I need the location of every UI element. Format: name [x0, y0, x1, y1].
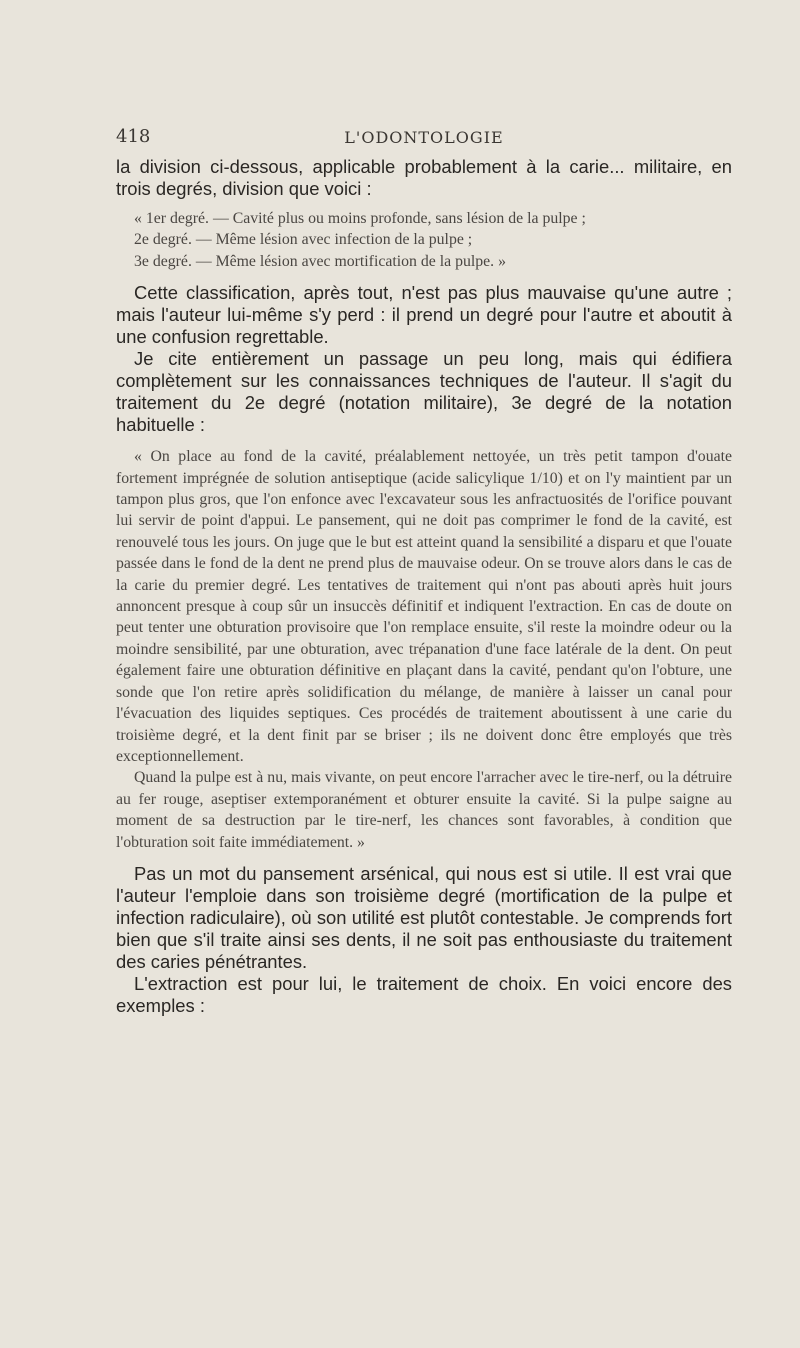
- quote-degree-1: « 1er degré. — Cavité plus ou moins profonde, sans lésion de la pulpe ;: [134, 210, 586, 227]
- paragraph-arsenical: Pas un mot du pansement arsénical, qui nous est si utile. Il est vrai que l'auteur l'emploie dans son troisième degré (mortification de la pulpe et infection radiculaire), où son utilité est plutôt contestable. Je comprends fort bien que s'il traite ainsi ses dents, il ne soit pas enthousiaste du traitement des caries pénétrantes.: [116, 862, 732, 972]
- running-head: L'ODONTOLOGIE: [344, 128, 504, 147]
- paragraph-intro: la division ci-dessous, applicable probablement à la carie... militaire, en trois degrés, division que voici :: [116, 156, 732, 199]
- quote-pulp: Quand la pulpe est à nu, mais vivante, on peut encore l'arracher avec le tire-nerf, ou la détruire au fer rouge, aseptiser extemporanément et obturer ensuite la cavité. Si la pulpe saigne au moment de sa destruction par le tire-nerf, les chances sont favorables, à condition que l'obturation soit faite immédiatement. »: [116, 769, 732, 851]
- paragraph-citation-intro: Je cite entièrement un passage un peu long, mais qui édifiera complètement sur les connaissances techniques de l'auteur. Il s'agit du traitement du 2e degré (notation militaire), 3e degré de la notation habituelle :: [116, 348, 732, 436]
- page-number: 418: [116, 126, 151, 147]
- quote-degree-2: 2e degré. — Même lésion avec infection de la pulpe ;: [134, 231, 473, 249]
- page-body: [116, 156, 732, 1017]
- paragraph-extraction: L'extraction est pour lui, le traitement de choix. En voici encore des exemples :: [116, 972, 732, 1016]
- quote-degree-3: 3e degré. — Même lésion avec mortification de la pulpe. »: [134, 252, 506, 270]
- paragraph-classification: Cette classification, après tout, n'est pas plus mauvaise qu'une autre ; mais l'auteur lui-même s'y perd : il prend un degré pour l'autre et aboutit à une confusion regrettable.: [116, 282, 732, 348]
- quote-treatment: « On place au fond de la cavité, préalablement nettoyée, un très petit tampon d'ouate fortement imprégnée de solution antiseptique (acide salicylique 1/10) et on l'y maintient par un tampon plus gros, que l'on enfonce avec l'excavateur sous les anfractuosités de l'orifice pouvant lui servir de point d'appui. Le pansement, qui ne doit pas comprimer le fond de la cavité, est renouvelé tous les jours. On juge que le but est atteint quand la sensibilité a disparu et que l'ouate passée dans le fond de la dent ne prend plus de mauvaise odeur. On se trouve alors dans le cas de la carie du premier degré. Les tentatives de traitement qui n'ont pas abouti après huit jours annoncent presque à coup sûr un insuccès définitif et indiquent l'extraction. En cas de doute on peut tenter une obturation provisoire que l'on remplace ensuite, s'il reste la moindre odeur ou la moindre sensibilité, par une obturation, avec trépanation d'une face latérale de la dent. On peut également faire une obturation définitive en plaçant dans la cavité, pendant qu'on l'obture, une sonde que l'on retire après solidification du mélange, de manière à laisser un canal pour l'évacuation des liquides septiques. Ces procédés de traitement aboutissent à une carie du troisième degré, et la dent finit par se briser ; ils ne doivent donc être employés que très exceptionnellement.: [116, 448, 732, 765]
- page-header: [116, 126, 732, 150]
